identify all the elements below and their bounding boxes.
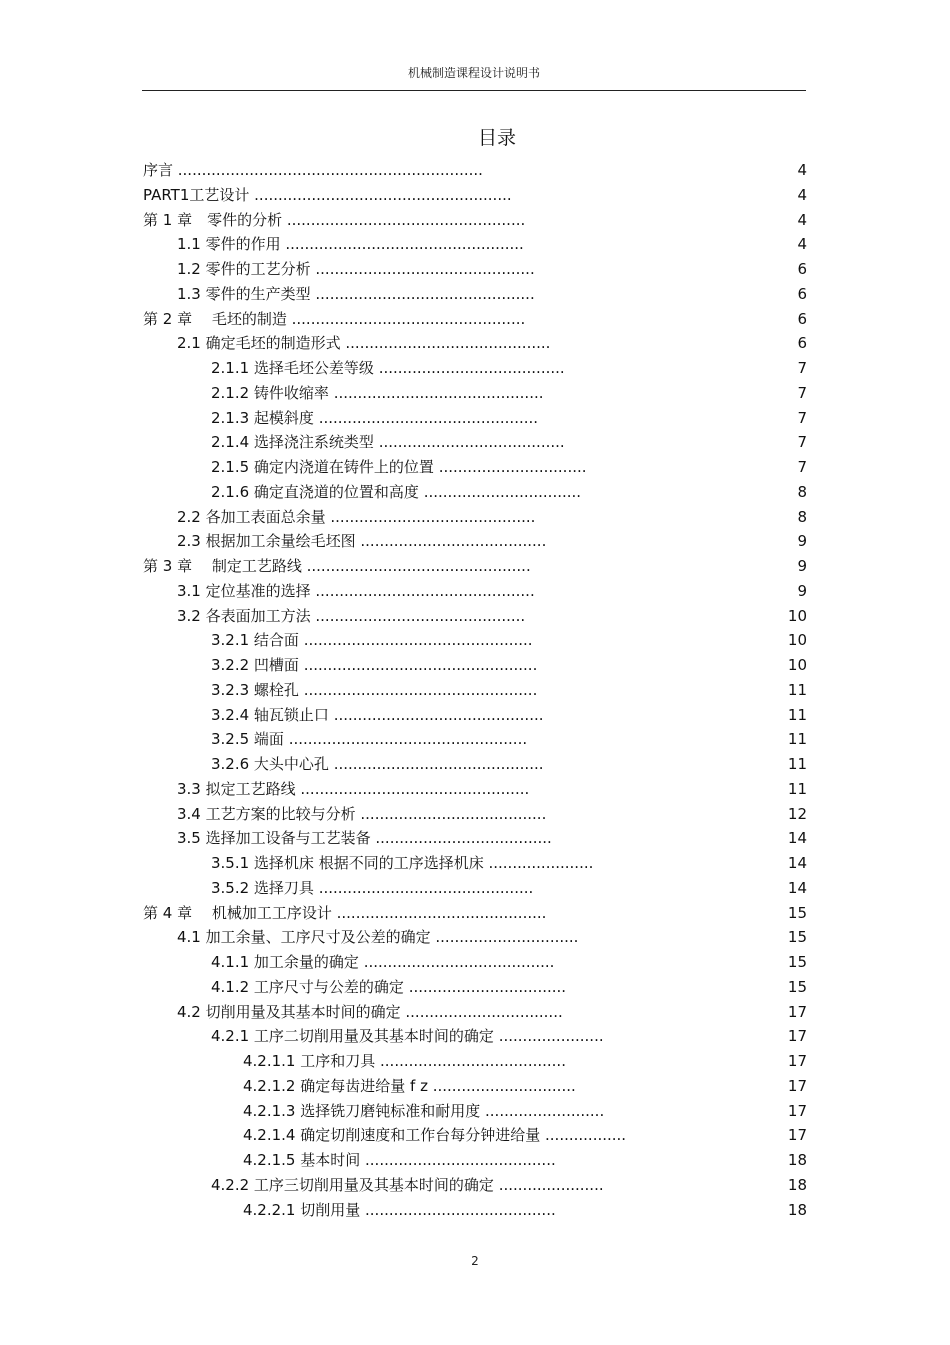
toc-entry[interactable] (0, 356, 950, 381)
toc-entry[interactable] (0, 1173, 950, 1198)
toc-entry-page: 4 (797, 161, 807, 179)
toc-entry[interactable] (0, 901, 950, 926)
toc-entry[interactable] (0, 406, 950, 431)
header-rule (142, 90, 806, 91)
toc-entry[interactable] (0, 826, 950, 851)
toc-entry-text: 3.2.6 大头中心孔 ............................................ (211, 755, 544, 773)
toc-entry-text: 4.2.2 工序三切削用量及其基本时间的确定 ...................... (211, 1175, 604, 1194)
toc-entry[interactable] (0, 529, 950, 554)
toc-entry-text: 1.1 零件的作用 .................................................. (177, 235, 524, 254)
toc-entry[interactable] (0, 1074, 950, 1099)
toc-entry[interactable] (0, 925, 950, 950)
toc-entry-text: 4.2.1.5 基本时间 ........................................ (243, 1151, 556, 1169)
toc-entry[interactable] (0, 802, 950, 827)
toc-entry-page: 17 (787, 1027, 807, 1046)
toc-entry-text: 第 1 章 零件的分析 .................................................. (143, 210, 526, 229)
toc-entry-text: 第 2 章 毛坯的制造 ................................................. (143, 309, 526, 328)
toc-entry-page: 11 (787, 680, 807, 699)
toc-entry-page: 12 (787, 804, 807, 823)
toc-entry[interactable] (0, 331, 950, 356)
toc-entry-page: 14 (787, 878, 807, 897)
toc-entry-text: 4.1.1 加工余量的确定 ........................................ (211, 953, 555, 971)
toc-entry[interactable] (0, 628, 950, 653)
toc-entry[interactable] (0, 554, 950, 579)
toc-entry[interactable] (0, 1049, 950, 1074)
toc-entry[interactable] (0, 752, 950, 777)
toc-entry-text: 2.1.6 确定直浇道的位置和高度 ................................. (211, 482, 582, 501)
toc-entry-text: 序言 ................................................................ (143, 161, 483, 179)
toc-entry-page: 17 (787, 1002, 807, 1021)
toc-entry-page: 4 (797, 210, 807, 229)
toc-entry[interactable] (0, 950, 950, 975)
toc-entry[interactable] (0, 1123, 950, 1148)
toc-entry-page: 18 (787, 1200, 807, 1219)
toc-entry-text: 第 4 章 机械加工工序设计 ............................................ (143, 903, 547, 922)
toc-entry-page: 4 (797, 235, 807, 254)
toc-entry-page: 15 (787, 953, 807, 971)
toc-entry[interactable] (0, 282, 950, 307)
toc-entry-page: 15 (787, 928, 807, 947)
toc-entry-text: 第 3 章 制定工艺路线 ............................................... (143, 557, 531, 575)
toc-entry-page: 11 (787, 730, 807, 749)
toc-entry[interactable] (0, 579, 950, 604)
toc-entry-text: 1.3 零件的生产类型 .............................................. (177, 284, 535, 303)
toc-entry-text: 2.1.4 选择浇注系统类型 ....................................... (211, 433, 565, 452)
toc-entry[interactable] (0, 1000, 950, 1025)
toc-entry[interactable] (0, 727, 950, 752)
toc-entry[interactable] (0, 208, 950, 233)
toc-entry-page: 11 (787, 755, 807, 773)
toc-entry[interactable] (0, 307, 950, 332)
running-header: 机械制造课程设计说明书 (407, 66, 540, 80)
toc-entry[interactable] (0, 430, 950, 455)
toc-entry-page: 14 (787, 854, 807, 872)
toc-entry-text: 3.2.2 凹槽面 ................................................. (211, 656, 538, 674)
toc-entry[interactable] (0, 777, 950, 802)
toc-entry-page: 6 (797, 309, 807, 328)
toc-entry[interactable] (0, 653, 950, 678)
toc-entry[interactable] (0, 381, 950, 406)
toc-entry-text: 3.2 各表面加工方法 ............................................ (177, 606, 526, 625)
toc-entry-page: 7 (797, 458, 807, 476)
toc-entry-page: 14 (787, 829, 807, 848)
toc-entry-text: 2.1.1 选择毛坯公差等级 ....................................... (211, 359, 565, 377)
toc-entry-page: 7 (797, 383, 807, 402)
toc-entry[interactable] (0, 183, 950, 208)
toc-entry[interactable] (0, 257, 950, 282)
toc-entry-page: 18 (787, 1175, 807, 1194)
toc-entry-page: 10 (787, 631, 807, 650)
toc-entry-text: 2.2 各加工表面总余量 ........................................... (177, 507, 536, 526)
toc-entry-text: 2.3 根据加工余量绘毛坯图 ....................................... (177, 532, 547, 551)
toc-entry[interactable] (0, 975, 950, 1000)
toc-entry-page: 9 (797, 581, 807, 600)
toc-entry-text: 3.5.2 选择刀具 ............................................. (211, 878, 534, 897)
toc-entry-page: 11 (787, 705, 807, 724)
toc-entry-text: 2.1.3 起模斜度 .............................................. (211, 408, 539, 427)
toc-entry-page: 9 (797, 532, 807, 551)
toc-entry-page: 10 (787, 656, 807, 674)
toc-entry-text: 3.3 拟定工艺路线 ................................................ (177, 779, 530, 798)
toc-entry[interactable] (0, 232, 950, 257)
toc-entry[interactable] (0, 1024, 950, 1049)
toc-entry-page: 6 (797, 260, 807, 278)
toc-entry-page: 6 (797, 284, 807, 303)
toc-entry-page: 18 (787, 1151, 807, 1169)
toc-entry-page: 15 (787, 977, 807, 996)
toc-entry-page: 7 (797, 408, 807, 427)
toc-entry-text: 4.2.1.4 确定切削速度和工作台每分钟进给量 ................. (243, 1126, 627, 1145)
toc-entry-text: 3.2.4 轴瓦锁止口 ............................................ (211, 705, 544, 724)
toc-entry-text: 2.1 确定毛坯的制造形式 ........................................... (177, 334, 551, 353)
toc-entry-page: 8 (797, 482, 807, 501)
toc-entry[interactable] (0, 455, 950, 480)
toc-title: 目录 (477, 127, 516, 149)
toc-entry[interactable] (0, 1148, 950, 1173)
toc-entry-text: 1.2 零件的工艺分析 .............................................. (177, 260, 535, 278)
table-of-contents (0, 158, 950, 1222)
toc-entry-text: 4.2.1 工序二切削用量及其基本时间的确定 ...................... (211, 1027, 604, 1046)
toc-entry[interactable] (0, 604, 950, 629)
toc-entry-page: 17 (787, 1126, 807, 1145)
toc-entry[interactable] (0, 703, 950, 728)
toc-entry-text: 4.2.1.1 工序和刀具 ....................................... (243, 1052, 566, 1070)
toc-entry[interactable] (0, 158, 950, 183)
toc-entry[interactable] (0, 505, 950, 530)
toc-entry-text: 3.5.1 选择机床 根据不同的工序选择机床 ...................... (211, 854, 594, 872)
page-number: 2 (471, 1254, 479, 1268)
toc-entry-page: 17 (787, 1076, 807, 1095)
toc-entry-text: 2.1.2 铸件收缩率 ............................................ (211, 383, 544, 402)
toc-entry-page: 15 (787, 903, 807, 922)
toc-entry-page: 7 (797, 359, 807, 377)
toc-entry-page: 9 (797, 557, 807, 575)
toc-entry-text: 3.2.1 结合面 ................................................ (211, 631, 533, 650)
toc-entry[interactable] (0, 480, 950, 505)
toc-entry-text: 3.5 选择加工设备与工艺装备 ..................................... (177, 829, 552, 848)
toc-entry[interactable] (0, 876, 950, 901)
toc-entry-text: 4.1 加工余量、工序尺寸及公差的确定 .............................. (177, 928, 579, 947)
toc-entry-page: 17 (787, 1052, 807, 1070)
toc-entry-page: 11 (787, 779, 807, 798)
toc-entry-text: 4.2.1.3 选择铣刀磨钝标准和耐用度 ......................... (243, 1101, 605, 1120)
toc-entry[interactable] (0, 851, 950, 876)
toc-entry-text: 2.1.5 确定内浇道在铸件上的位置 ............................... (211, 458, 587, 476)
toc-entry[interactable] (0, 678, 950, 703)
toc-entry-page: 10 (787, 606, 807, 625)
toc-entry-text: PART1工艺设计 ...................................................... (143, 185, 512, 204)
toc-entry-page: 7 (797, 433, 807, 452)
toc-entry-text: 3.1 定位基准的选择 .............................................. (177, 581, 535, 600)
toc-entry[interactable] (0, 1099, 950, 1124)
toc-entry-page: 6 (797, 334, 807, 353)
toc-entry-text: 4.2.2.1 切削用量 ........................................ (243, 1200, 556, 1219)
toc-entry-text: 3.4 工艺方案的比较与分析 ....................................... (177, 804, 547, 823)
toc-entry-page: 17 (787, 1101, 807, 1120)
toc-entry-text: 3.2.3 螺栓孔 ................................................. (211, 680, 538, 699)
toc-entry-text: 4.2 切削用量及其基本时间的确定 ................................. (177, 1002, 563, 1021)
toc-entry-text: 3.2.5 端面 .................................................. (211, 730, 528, 749)
toc-entry-text: 4.1.2 工序尺寸与公差的确定 ................................. (211, 977, 567, 996)
toc-entry[interactable] (0, 1198, 950, 1223)
toc-entry-page: 8 (797, 507, 807, 526)
toc-entry-text: 4.2.1.2 确定每齿进给量 f z .............................. (243, 1076, 576, 1095)
toc-entry-page: 4 (797, 185, 807, 204)
